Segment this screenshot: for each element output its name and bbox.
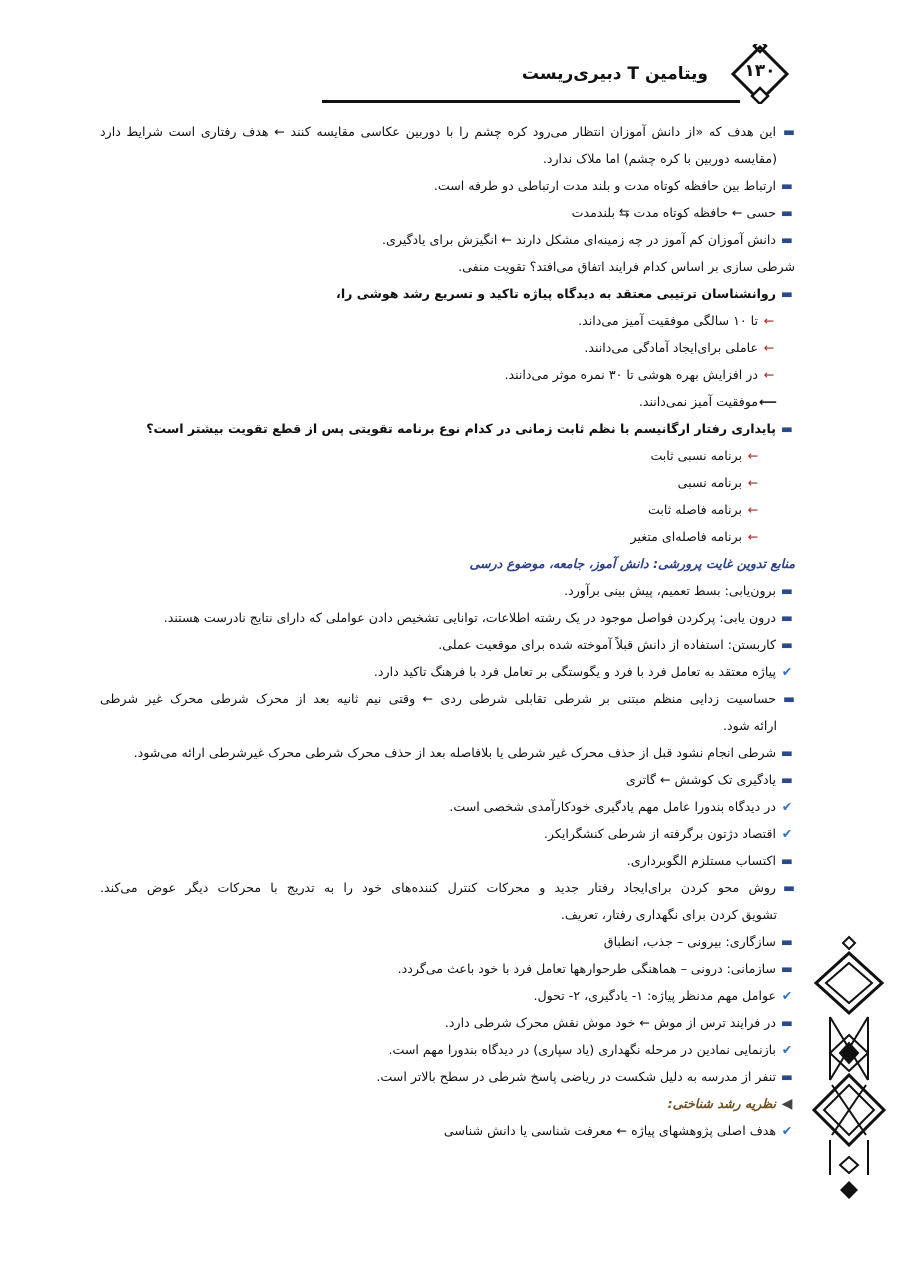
- bullet-marker-icon: ▬: [781, 178, 793, 193]
- line-text: شرطی سازی بر اساس کدام فرایند اتفاق می‌افتد؟ تقویت منفی.: [458, 259, 795, 274]
- content-line: [100, 523, 795, 550]
- redarrow-marker-icon: ←: [747, 529, 759, 544]
- content-line: [100, 982, 795, 1009]
- theory-heading: [100, 1090, 795, 1117]
- line-text: عاملی برای‌ایجاد آمادگی می‌دانند.: [584, 340, 758, 355]
- line-text: ارتباط بین حافظه کوتاه مدت و بلند مدت ارتباطی دو طرفه است.: [433, 178, 776, 193]
- content-line: [100, 928, 795, 955]
- bullet-marker-icon: ▬: [781, 286, 793, 301]
- content-line: [100, 793, 795, 820]
- content-line: [100, 307, 795, 334]
- content-line: [100, 1117, 795, 1144]
- bullet-marker-icon: ▬: [781, 772, 793, 787]
- content-line: [100, 604, 795, 631]
- redarrow-marker-icon: ←: [763, 313, 775, 328]
- bullet-marker-icon: ▬: [783, 124, 795, 139]
- bullet-marker-icon: ▬: [781, 934, 793, 949]
- line-text: برنامه نسبی: [677, 475, 742, 490]
- line-text: روانشناسان ترتیبی معتقد به دیدگاه پیاژه تاکید و تسریع رشد هوشی را،: [336, 286, 776, 301]
- line-text: حسی ← حافظه کوتاه مدت ⇆ بلندمدت: [571, 205, 776, 220]
- bullet-marker-icon: ▬: [781, 583, 793, 598]
- bullet-marker-icon: ▬: [781, 961, 793, 976]
- line-text: یادگیری تک کوشش ← گاتری: [625, 772, 776, 787]
- line-text: برنامه فاصله ثابت: [648, 502, 742, 517]
- redarrow-marker-icon: ←: [747, 475, 759, 490]
- line-text: درون یابی: پرکردن فواصل موجود در یک رشته اطلاعات، توانایی تشخیص دادن عواملی که دارای نتایج نادرست هستند.: [163, 610, 776, 625]
- line-text: منابع تدوین غایت پرورشی: دانش آموز، جامعه، موضوع درسی: [469, 556, 795, 571]
- line-text: کاربستن: استفاده از دانش قبلاً آموخته شده برای موقعیت عملی.: [438, 637, 776, 652]
- line-text: بازنمایی نمادین در مرحله نگهداری (یاد سپاری) در دیدگاه بندورا مهم است.: [388, 1042, 776, 1057]
- redarrow-marker-icon: ←: [763, 340, 775, 355]
- content-line: [100, 280, 795, 307]
- line-text: روش محو کردن برای‌ایجاد رفتار جدید و محرکات کنترل کننده‌های خود را به تدریج با محرکات دیگر عوض می‌کند.: [100, 880, 776, 895]
- content-line: [100, 226, 795, 253]
- redarrow-marker-icon: ←: [763, 367, 775, 382]
- bullet-marker-icon: ▬: [783, 691, 795, 706]
- line-text: شرطی انجام نشود قبل از حذف محرک غیر شرطی یا بلافاصله بعد از حذف محرک شرطی محرک غیرشرطی ارائه می‌شود.: [133, 745, 776, 760]
- bullet-marker-icon: ▬: [781, 610, 793, 625]
- content-line: [100, 145, 795, 172]
- line-text: اقتصاد دژتون برگرفته از شرطی کنشگرایکر.: [543, 826, 776, 841]
- line-text: تنفر از مدرسه به دلیل شکست در ریاضی پاسخ شرطی در سطح بالاتر است.: [376, 1069, 776, 1084]
- line-text: این هدف که «از دانش آموزان انتظار می‌رود کره چشم را با دوربین عکاسی مقایسه کنند ← هدف رفتاری است شرایط دارد: [100, 124, 776, 139]
- check-marker-icon: ✔: [781, 988, 793, 1003]
- content-line: [100, 388, 795, 415]
- line-text: برنامه فاصله‌ای متغیر: [630, 529, 742, 544]
- content-line: [100, 253, 795, 280]
- check-marker-icon: ✔: [781, 826, 793, 841]
- line-text: تشویق کردن برای نگهداری رفتار، تعریف.: [560, 907, 777, 922]
- blackarrow-marker-icon: ⟵: [758, 394, 777, 409]
- line-text: تا ۱۰ سالگی موفقیت آمیز می‌داند.: [578, 313, 758, 328]
- line-text: هدف اصلی پژوهشهای پیاژه ← معرفت شناسی یا دانش شناسی: [443, 1123, 776, 1138]
- line-text: نظریه رشد شناختی:: [667, 1096, 776, 1111]
- content-line: [100, 334, 795, 361]
- line-text: (مقایسه دوربین با کره چشم) اما ملاک ندارد.: [542, 151, 777, 166]
- content-line: [100, 469, 795, 496]
- content-line: [100, 442, 795, 469]
- content-line: [100, 496, 795, 523]
- bullet-marker-icon: ▬: [781, 637, 793, 652]
- line-text: دانش آموزان کم آموز در چه زمینه‌ای مشکل دارند ← انگیزش برای یادگیری.: [381, 232, 776, 247]
- line-text: ارائه شود.: [722, 718, 777, 733]
- redarrow-marker-icon: ←: [747, 448, 759, 463]
- bullet-marker-icon: ▬: [781, 232, 793, 247]
- content-line: [100, 172, 795, 199]
- line-text: پیاژه معتقد به تعامل فرد با فرد و یگوستگی بر تعامل فرد با فرهنگ تاکید دارد.: [373, 664, 776, 679]
- line-text: اکتساب مستلزم الگوبرداری.: [626, 853, 776, 868]
- content-line: [100, 577, 795, 604]
- pointer-marker-icon: ◀: [781, 1096, 793, 1112]
- line-text: پایداری رفتار ارگانیسم با نظم ثابت زمانی در کدام نوع برنامه تقویتی پس از قطع تقویت بیشتر است؟: [146, 421, 776, 436]
- content-line: [100, 1063, 795, 1090]
- line-text: در دیدگاه بندورا عامل مهم یادگیری خودکارآمدی شخصی است.: [449, 799, 776, 814]
- bullet-marker-icon: ▬: [781, 745, 793, 760]
- line-text: عوامل مهم مدنظر پیاژه: ۱- یادگیری، ۲- تحول.: [533, 988, 776, 1003]
- bullet-marker-icon: ▬: [781, 1069, 793, 1084]
- bullet-marker-icon: ▬: [781, 205, 793, 220]
- bullet-marker-icon: ▬: [783, 880, 795, 895]
- bullet-marker-icon: ▬: [781, 421, 793, 436]
- bullet-marker-icon: ▬: [781, 1015, 793, 1030]
- content-line: [100, 874, 795, 901]
- check-marker-icon: ✔: [781, 1042, 793, 1057]
- check-marker-icon: ✔: [781, 664, 793, 679]
- page-number-badge: [730, 44, 790, 104]
- line-text: سازگاری: بیرونی – جذب، انطباق: [603, 934, 776, 949]
- check-marker-icon: ✔: [781, 799, 793, 814]
- content-line: [100, 901, 795, 928]
- content-line: [100, 1009, 795, 1036]
- check-marker-icon: ✔: [781, 1123, 793, 1138]
- section-heading: [100, 550, 795, 577]
- page-title: ویتامین T دبیری‌ریست: [521, 64, 708, 84]
- content-line: [100, 847, 795, 874]
- content-line: [100, 685, 795, 712]
- content-line: [100, 739, 795, 766]
- content-line: [100, 820, 795, 847]
- content-line: [100, 361, 795, 388]
- content-line: [100, 1036, 795, 1063]
- line-text: در فرایند ترس از موش ← خود موش نقش محرک شرطی دارد.: [444, 1015, 776, 1030]
- bullet-marker-icon: ▬: [781, 853, 793, 868]
- content-line: [100, 631, 795, 658]
- line-text: سازمانی: درونی – هماهنگی طرحوارهها تعامل فرد با خود باعث می‌گردد.: [397, 961, 776, 976]
- page-content: [100, 118, 795, 1144]
- decorative-diamond-ornament-icon: [812, 935, 888, 1200]
- page-number: ۱۳۰: [744, 61, 776, 81]
- line-text: حساسیت زدایی منظم مبتنی بر شرطی تقابلی شرطی ردی ← وقتی نیم ثانیه بعد از محرک شرطی محرک غیر شرطی: [100, 691, 776, 706]
- content-line: [100, 415, 795, 442]
- content-line: [100, 199, 795, 226]
- content-line: [100, 766, 795, 793]
- line-text: در افزایش بهره هوشی تا ۳۰ نمره موثر می‌دانند.: [504, 367, 758, 382]
- redarrow-marker-icon: ←: [747, 502, 759, 517]
- header-rule: [322, 100, 740, 103]
- content-line: [100, 118, 795, 145]
- content-line: [100, 658, 795, 685]
- content-line: [100, 955, 795, 982]
- line-text: موفقیت آمیز نمی‌دانند.: [638, 394, 758, 409]
- line-text: برون‌یابی: بسط تعمیم، پیش بینی برآورد.: [564, 583, 776, 598]
- content-line: [100, 712, 795, 739]
- line-text: برنامه نسبی ثابت: [650, 448, 742, 463]
